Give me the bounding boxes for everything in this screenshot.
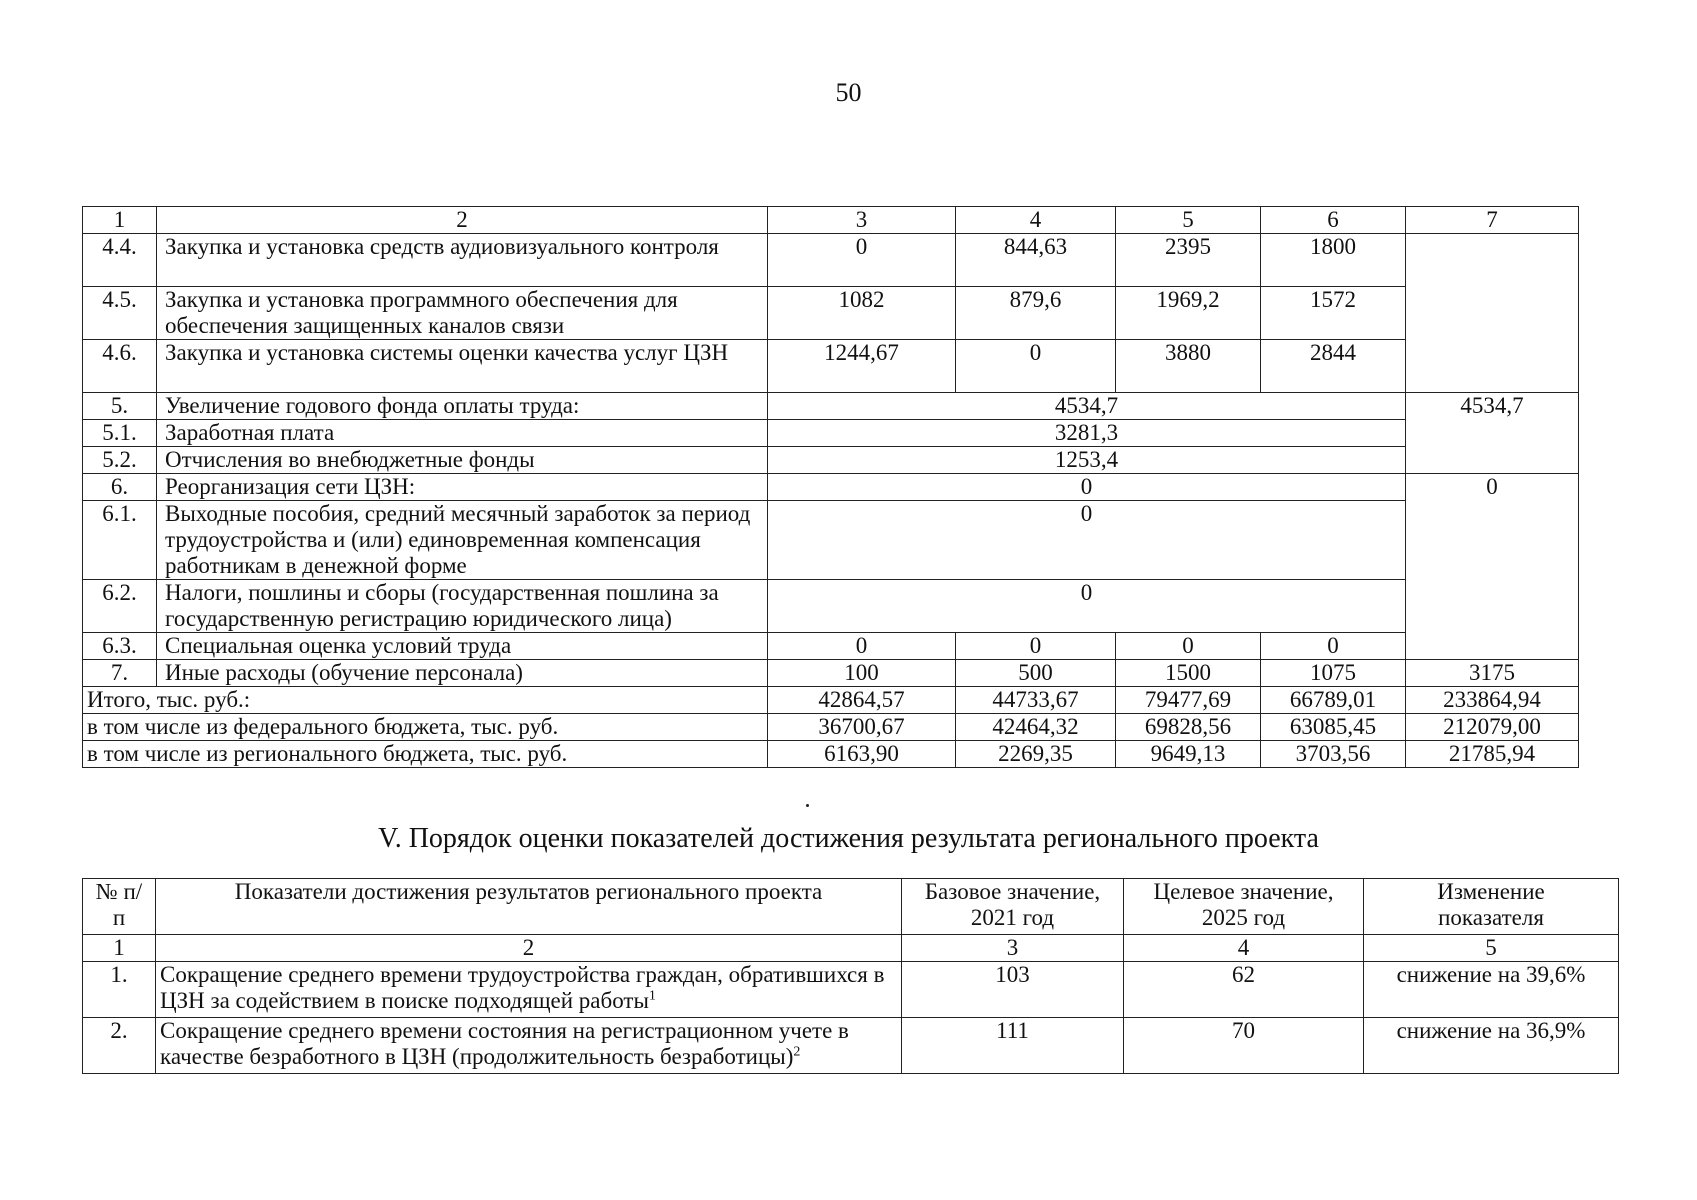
target-value: 62 [1124,962,1364,1018]
row-name: Заработная плата [157,420,768,447]
cell-value: 1969,2 [1116,287,1261,340]
row-name: Итого, тыс. руб.: [83,687,768,714]
row-name: Налоги, пошлины и сборы (государственная пошлина за государственную регистрацию юридического лица) [157,580,768,633]
page-number: 50 [835,78,862,107]
empty-cell [1406,234,1579,393]
header-num: № п/п [83,879,156,935]
cell-value: 0 [1116,633,1261,660]
indicator-text: Сокращение среднего времени трудоустройства граждан, обратившихся в ЦЗН за содействием в поиске подходящей работы [160,962,885,1013]
footnote-mark: 1 [648,988,656,1004]
cell-value: 79477,69 [1116,687,1261,714]
indicators-table [82,878,1619,1074]
merged-value: 0 [768,474,1406,501]
row-number: 7. [83,660,157,687]
row-name: Увеличение годового фонда оплаты труда: [157,393,768,420]
cell-value: 0 [956,340,1116,393]
cell-value: 2395 [1116,234,1261,287]
cell-value: 1500 [1116,660,1261,687]
row-number: 6.2. [83,580,157,633]
table-row [83,633,1579,660]
cell-value: 63085,45 [1261,714,1406,741]
col-number: 6 [1261,207,1406,234]
cell-value: 1075 [1261,660,1406,687]
row-name: в том числе из федерального бюджета, тыс. руб. [83,714,768,741]
col-number: 5 [1364,935,1619,962]
cell-value: 500 [956,660,1116,687]
cell-value: 2844 [1261,340,1406,393]
row-name [156,962,902,1018]
row-name: Отчисления во внебюджетные фонды [157,447,768,474]
header-row [83,879,1619,935]
base-value: 103 [902,962,1124,1018]
row-name [156,1018,902,1074]
row-name: в том числе из регионального бюджета, тыс. руб. [83,741,768,768]
cell-value: 233864,94 [1406,687,1579,714]
row-name: Закупка и установка средств аудиовизуального контроля [157,234,768,287]
cell-value: 844,63 [956,234,1116,287]
header-target: Целевое значение, 2025 год [1124,879,1364,935]
col-number-row [83,935,1619,962]
cell-value: 9649,13 [1116,741,1261,768]
table-row [83,474,1579,501]
total-value: 0 [1406,474,1579,660]
row-number: 5. [83,393,157,420]
cell-value: 44733,67 [956,687,1116,714]
change-value: снижение на 39,6% [1364,962,1619,1018]
row-name: Закупка и установка программного обеспечения для обеспечения защищенных каналов связи [157,287,768,340]
col-number: 5 [1116,207,1261,234]
col-number: 3 [902,935,1124,962]
cell-value: 6163,90 [768,741,956,768]
col-number: 2 [157,207,768,234]
cell-value: 42464,32 [956,714,1116,741]
table-row [83,962,1619,1018]
cell-value: 3703,56 [1261,741,1406,768]
table-row [83,340,1579,393]
row-number: 5.1. [83,420,157,447]
federal-row [83,714,1579,741]
col-number: 4 [956,207,1116,234]
cell-value: 212079,00 [1406,714,1579,741]
merged-value: 4534,7 [768,393,1406,420]
col-number: 2 [156,935,902,962]
cell-value: 0 [768,234,956,287]
footnote-mark: 2 [793,1044,801,1060]
table-row [83,501,1579,580]
row-name: Иные расходы (обучение персонала) [157,660,768,687]
cell-value: 0 [956,633,1116,660]
row-number: 6. [83,474,157,501]
row-number: 4.6. [83,340,157,393]
col-number: 4 [1124,935,1364,962]
merged-value: 0 [768,580,1406,633]
merged-value: 1253,4 [768,447,1406,474]
cell-value: 1082 [768,287,956,340]
cell-value: 0 [768,633,956,660]
col-number: 7 [1406,207,1579,234]
header-change: Изменение показателя [1364,879,1619,935]
col-number: 3 [768,207,956,234]
cell-value: 42864,57 [768,687,956,714]
cell-value: 21785,94 [1406,741,1579,768]
row-name: Реорганизация сети ЦЗН: [157,474,768,501]
merged-value: 0 [768,501,1406,580]
table-row [83,393,1579,420]
cell-value: 1572 [1261,287,1406,340]
total-value: 4534,7 [1406,393,1579,474]
change-value: снижение на 36,9% [1364,1018,1619,1074]
cell-value: 66789,01 [1261,687,1406,714]
base-value: 111 [902,1018,1124,1074]
cell-value: 2269,35 [956,741,1116,768]
row-name: Специальная оценка условий труда [157,633,768,660]
total-row [83,687,1579,714]
table-row [83,660,1579,687]
regional-row [83,741,1579,768]
cell-value: 1244,67 [768,340,956,393]
header-base: Базовое значение, 2021 год [902,879,1124,935]
indicator-text: Сокращение среднего времени состояния на регистрационном учете в качестве безработного в ЦЗН (продолжительность безработицы) [160,1018,849,1069]
table-row [83,1018,1619,1074]
col-number: 1 [83,935,156,962]
target-value: 70 [1124,1018,1364,1074]
table-row [83,420,1579,447]
cell-value: 1800 [1261,234,1406,287]
merged-value: 3281,3 [768,420,1406,447]
row-number: 2. [83,1018,156,1074]
table-row [83,580,1579,633]
row-name: Выходные пособия, средний месячный заработок за период трудоустройства и (или) единовременная компенсация работникам в денежной форме [157,501,768,580]
row-number: 6.3. [83,633,157,660]
row-number: 5.2. [83,447,157,474]
header-row [83,207,1579,234]
row-number: 4.4. [83,234,157,287]
cell-value: 0 [1261,633,1406,660]
cell-value: 3175 [1406,660,1579,687]
table-row [83,287,1579,340]
col-number: 1 [83,207,157,234]
cell-value: 879,6 [956,287,1116,340]
costs-table [82,206,1579,768]
cell-value: 36700,67 [768,714,956,741]
cell-value: 100 [768,660,956,687]
table-row [83,447,1579,474]
cell-value: 69828,56 [1116,714,1261,741]
scan-dot [806,804,809,807]
row-number: 4.5. [83,287,157,340]
row-number: 6.1. [83,501,157,580]
table-row [83,234,1579,287]
header-name: Показатели достижения результатов регионального проекта [156,879,902,935]
section-title: V. Порядок оценки показателей достижения результата регионального проекта [378,823,1319,854]
row-name: Закупка и установка системы оценки качества услуг ЦЗН [157,340,768,393]
row-number: 1. [83,962,156,1018]
cell-value: 3880 [1116,340,1261,393]
